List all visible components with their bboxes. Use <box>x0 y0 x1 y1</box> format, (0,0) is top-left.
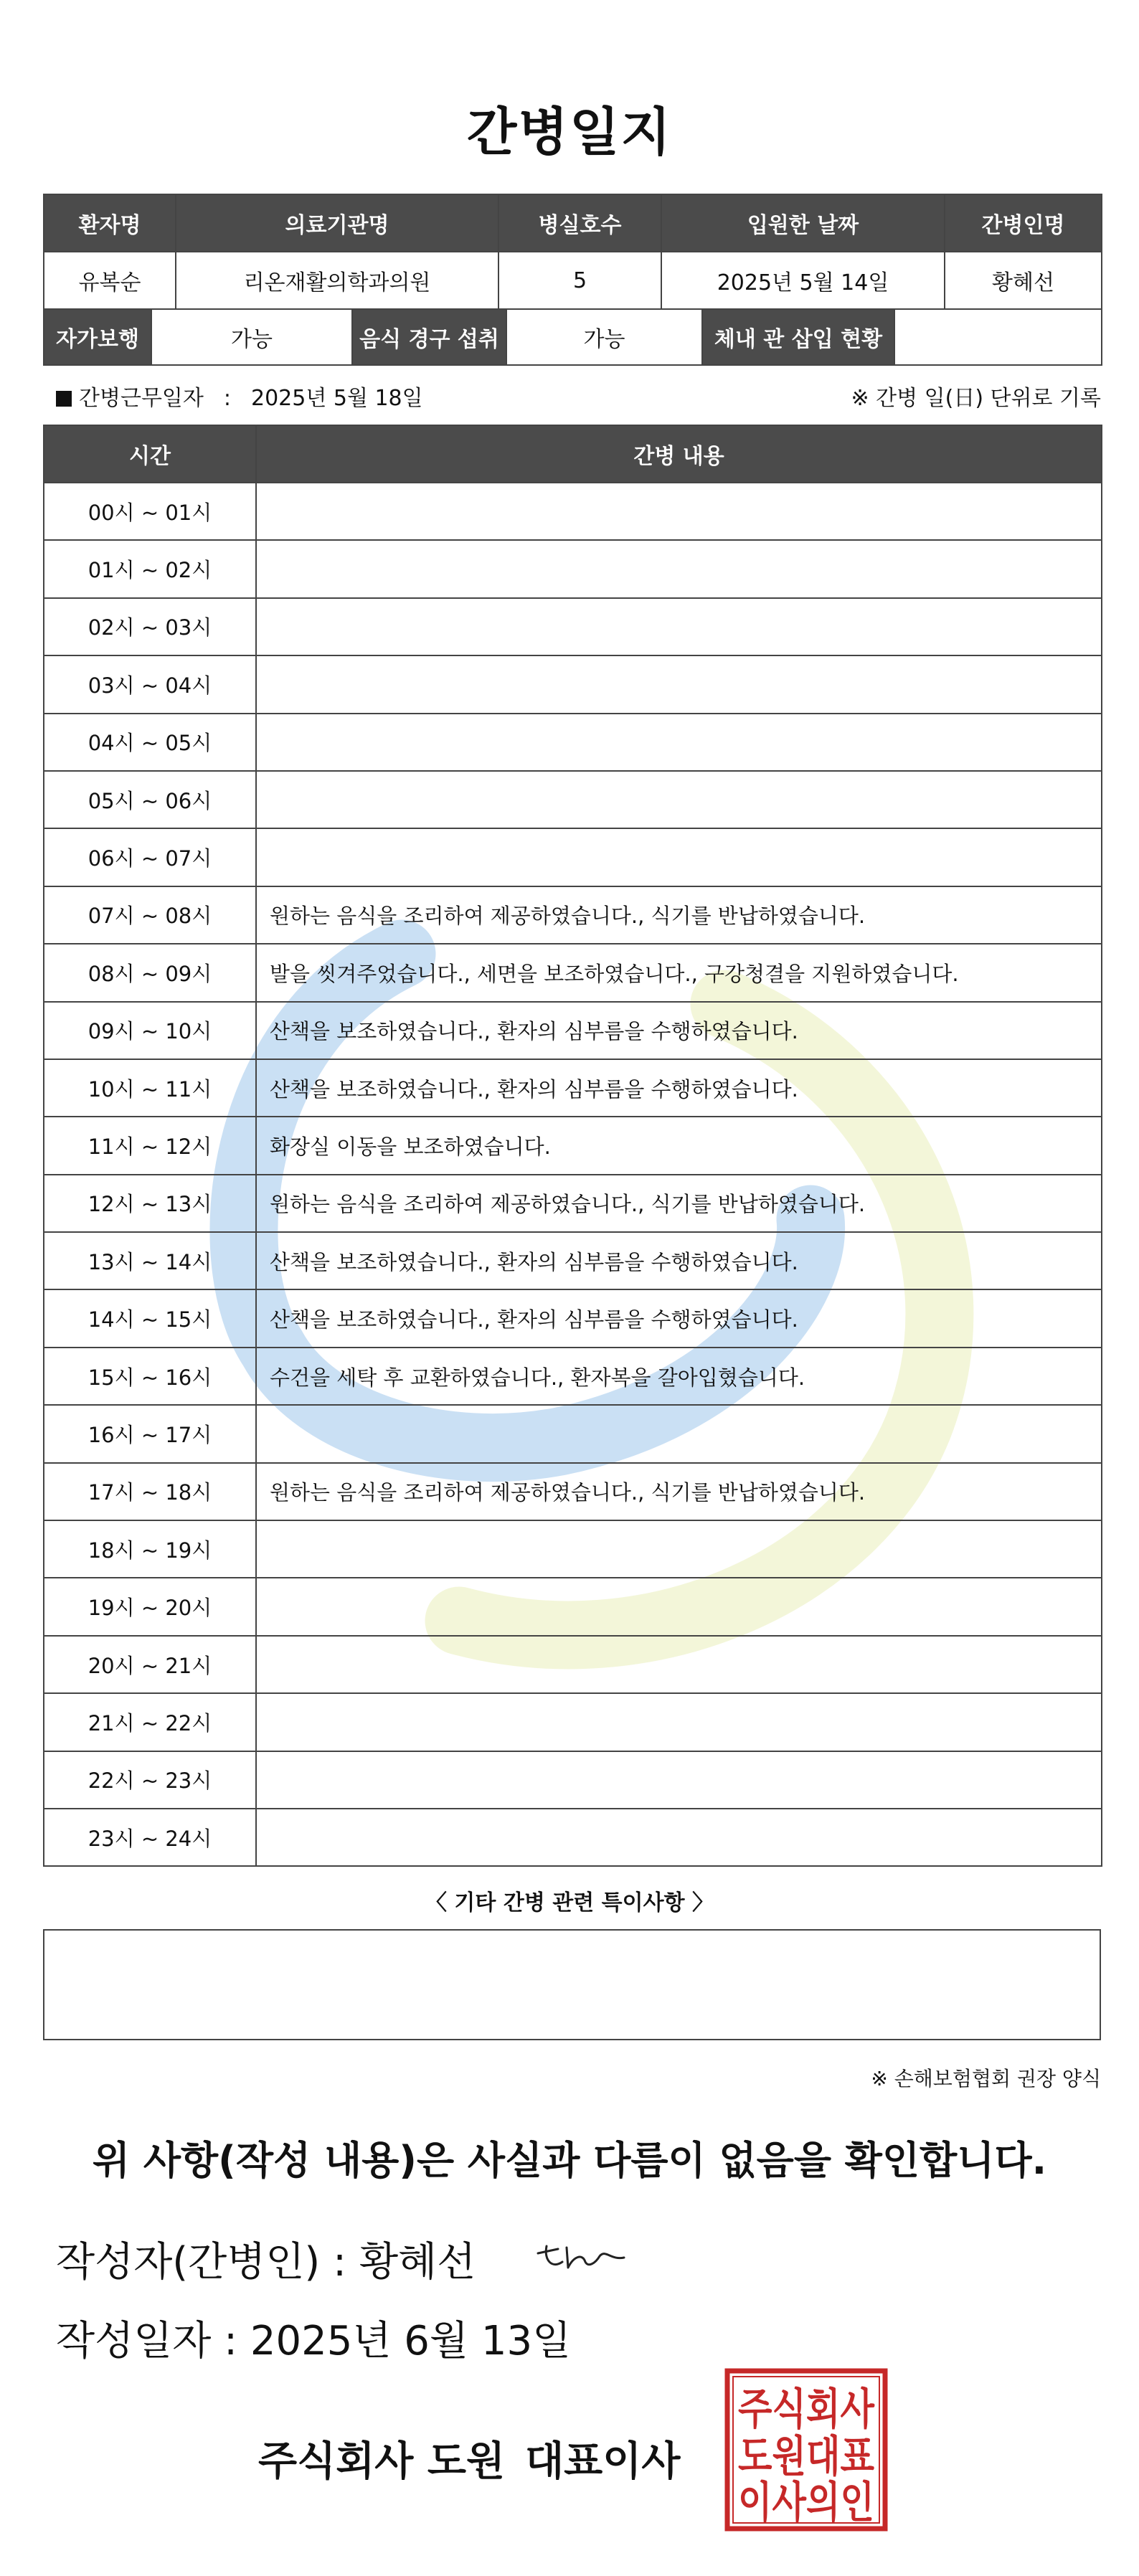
log-time: 03시 ~ 04시 <box>44 655 256 713</box>
special-notes-box <box>43 1929 1101 2040</box>
log-row <box>44 1463 1102 1520</box>
admission-date: 2025년 5월 14일 <box>661 252 945 309</box>
writer-name: 황혜선 <box>359 2239 476 2286</box>
log-row <box>44 1578 1102 1635</box>
log-note <box>256 1578 1102 1635</box>
log-note: 산책을 보조하였습니다., 환자의 심부름을 수행하였습니다. <box>256 1232 1102 1289</box>
log-note <box>256 1636 1102 1693</box>
seal-line-2: 도원대표 <box>738 2432 875 2482</box>
log-row <box>44 828 1102 886</box>
patient-name-header: 환자명 <box>44 194 176 252</box>
page-title: 간병일지 <box>466 102 673 162</box>
log-row <box>44 714 1102 771</box>
time-column-header: 시간 <box>44 425 256 483</box>
log-row <box>44 1117 1102 1174</box>
log-time: 10시 ~ 11시 <box>44 1059 256 1117</box>
content-column-header: 간병 내용 <box>256 425 1102 483</box>
log-note <box>256 655 1102 713</box>
log-row <box>44 598 1102 655</box>
log-row <box>44 1751 1102 1809</box>
log-note <box>256 1809 1102 1866</box>
company-name: 주식회사 도원 <box>258 2438 506 2485</box>
log-note <box>256 1693 1102 1751</box>
caregiver-name-header: 간병인명 <box>945 194 1102 252</box>
log-row <box>44 1002 1102 1059</box>
log-row <box>44 1289 1102 1347</box>
log-time: 09시 ~ 10시 <box>44 1002 256 1059</box>
log-time: 13시 ~ 14시 <box>44 1232 256 1289</box>
special-notes-label: 〈 기타 간병 관련 특이사항 〉 <box>425 1890 714 1916</box>
log-row <box>44 886 1102 944</box>
log-time: 15시 ~ 16시 <box>44 1348 256 1405</box>
writer-label: 작성자(간병인) : <box>56 2239 346 2286</box>
oral-intake-label: 음식 경구 섭취 <box>352 309 506 365</box>
oral-intake-value: 가능 <box>506 309 702 365</box>
insertion-value <box>894 309 1102 365</box>
room-number-header: 병실호수 <box>498 194 661 252</box>
log-time: 04시 ~ 05시 <box>44 714 256 771</box>
patient-info-table <box>43 194 1102 310</box>
log-time: 00시 ~ 01시 <box>44 483 256 540</box>
association-note: ※ 손해보험협회 권장 양식 <box>871 2067 1101 2090</box>
log-row <box>44 944 1102 1001</box>
log-row <box>44 483 1102 540</box>
self-walk-label: 자가보행 <box>44 309 151 365</box>
log-row <box>44 1693 1102 1751</box>
care-log-table <box>43 425 1102 1867</box>
hospital-name-header: 의료기관명 <box>176 194 498 252</box>
insertion-label: 체내 관 삽입 현황 <box>702 309 894 365</box>
log-row <box>44 1636 1102 1693</box>
self-walk-value: 가능 <box>151 309 352 365</box>
log-row <box>44 1175 1102 1232</box>
log-row <box>44 655 1102 713</box>
log-time: 21시 ~ 22시 <box>44 1693 256 1751</box>
log-time: 19시 ~ 20시 <box>44 1578 256 1635</box>
log-note: 수건을 세탁 후 교환하였습니다., 환자복을 갈아입혔습니다. <box>256 1348 1102 1405</box>
written-date-line <box>56 2309 571 2367</box>
log-note <box>256 483 1102 540</box>
patient-status-table <box>43 308 1102 366</box>
confirmation-statement: 위 사항(작성 내용)은 사실과 다름이 없음을 확인합니다. <box>92 2138 1047 2183</box>
company-seal-stamp <box>723 2367 889 2533</box>
log-row <box>44 771 1102 828</box>
log-note <box>256 714 1102 771</box>
room-number: 5 <box>498 252 661 309</box>
company-signature <box>258 2430 680 2487</box>
log-note <box>256 1520 1102 1578</box>
workday-colon: : <box>223 386 231 411</box>
log-row <box>44 1348 1102 1405</box>
log-note: 산책을 보조하였습니다., 환자의 심부름을 수행하였습니다. <box>256 1289 1102 1347</box>
log-note: 화장실 이동을 보조하였습니다. <box>256 1117 1102 1174</box>
log-time: 22시 ~ 23시 <box>44 1751 256 1809</box>
log-time: 23시 ~ 24시 <box>44 1809 256 1866</box>
log-time: 02시 ~ 03시 <box>44 598 256 655</box>
log-time: 14시 ~ 15시 <box>44 1289 256 1347</box>
log-row <box>44 1520 1102 1578</box>
company-title: 대표이사 <box>525 2438 681 2485</box>
log-row <box>44 1232 1102 1289</box>
log-time: 16시 ~ 17시 <box>44 1405 256 1462</box>
writer-line <box>56 2230 476 2288</box>
log-note <box>256 598 1102 655</box>
log-time: 06시 ~ 07시 <box>44 828 256 886</box>
caregiver-name: 황혜선 <box>945 252 1102 309</box>
log-note: 원하는 음식을 조리하여 제공하였습니다., 식기를 반납하였습니다. <box>256 886 1102 944</box>
seal-line-3: 이사의인 <box>738 2478 874 2528</box>
handwritten-signature <box>531 2232 638 2282</box>
log-row <box>44 540 1102 597</box>
log-note <box>256 828 1102 886</box>
square-bullet-icon <box>56 391 72 407</box>
seal-line-1: 주식회사 <box>738 2385 875 2435</box>
log-note: 원하는 음식을 조리하여 제공하였습니다., 식기를 반납하였습니다. <box>256 1463 1102 1520</box>
log-time: 12시 ~ 13시 <box>44 1175 256 1232</box>
written-date-label: 작성일자 : <box>56 2318 238 2364</box>
hospital-name: 리온재활의학과의원 <box>176 252 498 309</box>
log-note: 산책을 보조하였습니다., 환자의 심부름을 수행하였습니다. <box>256 1002 1102 1059</box>
log-row <box>44 1059 1102 1117</box>
log-row <box>44 1809 1102 1866</box>
log-time: 11시 ~ 12시 <box>44 1117 256 1174</box>
admission-date-header: 입원한 날짜 <box>661 194 945 252</box>
log-time: 08시 ~ 09시 <box>44 944 256 1001</box>
log-time: 20시 ~ 21시 <box>44 1636 256 1693</box>
log-time: 05시 ~ 06시 <box>44 771 256 828</box>
workday-value: 2025년 5월 18일 <box>251 386 423 411</box>
workday-label: 간병근무일자 <box>79 386 204 411</box>
log-time: 18시 ~ 19시 <box>44 1520 256 1578</box>
log-note <box>256 771 1102 828</box>
written-date-value: 2025년 6월 13일 <box>250 2318 572 2364</box>
log-time: 01시 ~ 02시 <box>44 540 256 597</box>
log-note <box>256 1405 1102 1462</box>
log-time: 17시 ~ 18시 <box>44 1463 256 1520</box>
patient-name: 유복순 <box>44 252 176 309</box>
log-note: 원하는 음식을 조리하여 제공하였습니다., 식기를 반납하였습니다. <box>256 1175 1102 1232</box>
log-note: 발을 씻겨주었습니다., 세면을 보조하였습니다., 구강청결을 지원하였습니다. <box>256 944 1102 1001</box>
log-row <box>44 1405 1102 1462</box>
workday-line <box>56 380 423 412</box>
log-note <box>256 540 1102 597</box>
log-note <box>256 1751 1102 1809</box>
unit-note: ※ 간병 일(日) 단위로 기록 <box>851 386 1101 411</box>
log-time: 07시 ~ 08시 <box>44 886 256 944</box>
log-note: 산책을 보조하였습니다., 환자의 심부름을 수행하였습니다. <box>256 1059 1102 1117</box>
